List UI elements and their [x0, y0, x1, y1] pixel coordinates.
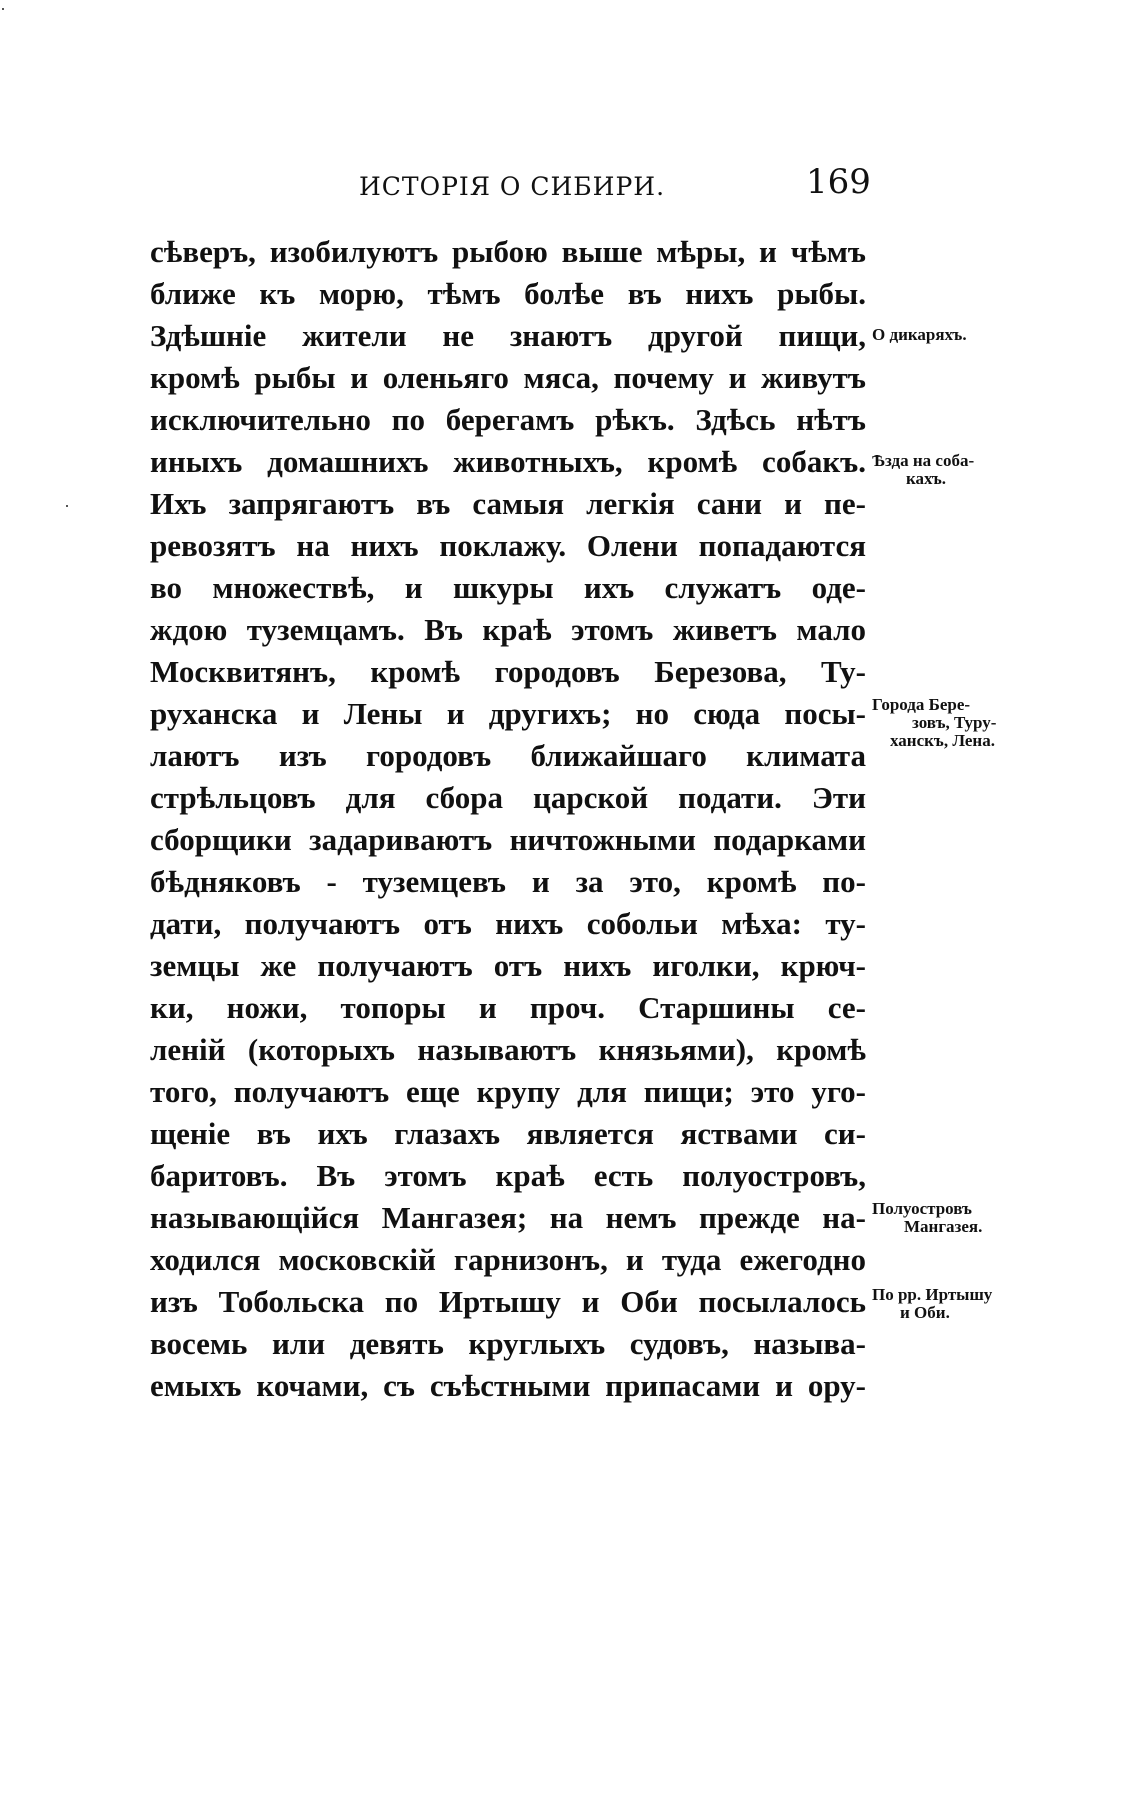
body-line: изъ Тобольска по Иртышу и Оби посылалось	[150, 1284, 866, 1319]
body-line: емыхъ кочами, съ съѣстными припасами и ору-	[150, 1368, 866, 1403]
body-line: называющійся Мангазея; на немъ прежде на-	[150, 1200, 866, 1235]
body-line: ждою туземцамъ. Въ краѣ этомъ живетъ мало	[150, 612, 866, 647]
scan-speck	[2, 8, 4, 10]
header-title: ИСТОРІЯ О СИБИРИ.	[359, 172, 666, 201]
body-line: лаютъ изъ городовъ ближайшаго климата	[150, 738, 866, 773]
margin-note-line: кахъ.	[906, 469, 947, 488]
margin-note-line: Города Бере-	[872, 695, 971, 714]
body-line: Здѣшніе жители не знаютъ другой пищи,	[150, 318, 866, 353]
body-line: того, получаютъ еще крупу для пищи; это уго-	[150, 1074, 866, 1109]
margin-note-line: По рр. Иртышу	[872, 1285, 993, 1304]
body-line: щеніе въ ихъ глазахъ является яствами си-	[150, 1116, 866, 1151]
page-number: 169	[806, 162, 871, 202]
margin-note-line: и Оби.	[900, 1303, 950, 1322]
margin-note-line: Полуостровъ	[872, 1199, 972, 1218]
margin-note-irtysh-ob	[872, 1286, 992, 1322]
body-line: бѣдняковъ - туземцевъ и за это, кромѣ по-	[150, 864, 866, 899]
margin-note-dog-sledding	[872, 452, 974, 488]
body-line: руханска и Лены и другихъ; но сюда посы-	[150, 696, 866, 731]
body-line: ближе къ морю, тѣмъ болѣе въ нихъ рыбы.	[150, 276, 866, 311]
body-line: леній (которыхъ называютъ князьями), кромѣ	[150, 1032, 866, 1067]
margin-note-line: О дикаряхъ.	[872, 325, 967, 344]
margin-note-cities	[872, 696, 996, 750]
body-line: Ихъ запрягаютъ въ самыя легкія сани и пе-	[150, 486, 866, 521]
margin-note-line: зовъ, Туру-	[912, 713, 997, 732]
body-line: кромѣ рыбы и оленьяго мяса, почему и живутъ	[150, 360, 866, 395]
body-line: ходился московскій гарнизонъ, и туда ежегодно	[150, 1242, 866, 1277]
body-line: ки, ножи, топоры и проч. Старшины се-	[150, 990, 866, 1025]
margin-note-line: Ѣзда на соба-	[872, 451, 975, 470]
body-line: земцы же получаютъ отъ нихъ иголки, крюч-	[150, 948, 866, 983]
body-line: ревозятъ на нихъ поклажу. Олени попадаются	[150, 528, 866, 563]
margin-note-mangazeya	[872, 1200, 982, 1236]
body-line: дати, получаютъ отъ нихъ собольи мѣха: ту-	[150, 906, 866, 941]
body-line: во множествѣ, и шкуры ихъ служатъ оде-	[150, 570, 866, 605]
scan-speck	[66, 505, 68, 507]
margin-note-line: ханскъ, Лена.	[890, 731, 995, 750]
margin-note-line: Мангазея.	[904, 1217, 983, 1236]
body-line: восемь или девять круглыхъ судовъ, называ-	[150, 1326, 866, 1361]
margin-note-savages	[872, 326, 967, 344]
body-line: баритовъ. Въ этомъ краѣ есть полуостровъ,	[150, 1158, 866, 1193]
body-line: сѣверъ, изобилуютъ рыбою выше мѣры, и чѣмъ	[150, 234, 866, 269]
body-line: иныхъ домашнихъ животныхъ, кромѣ собакъ.	[150, 444, 866, 479]
body-line: стрѣльцовъ для сбора царской подати. Эти	[150, 780, 866, 815]
body-line: исключительно по берегамъ рѣкъ. Здѣсь нѣтъ	[150, 402, 866, 437]
body-line: сборщики задариваютъ ничтожными подарками	[150, 822, 866, 857]
body-line: Москвитянъ, кромѣ городовъ Березова, Ту-	[150, 654, 866, 689]
